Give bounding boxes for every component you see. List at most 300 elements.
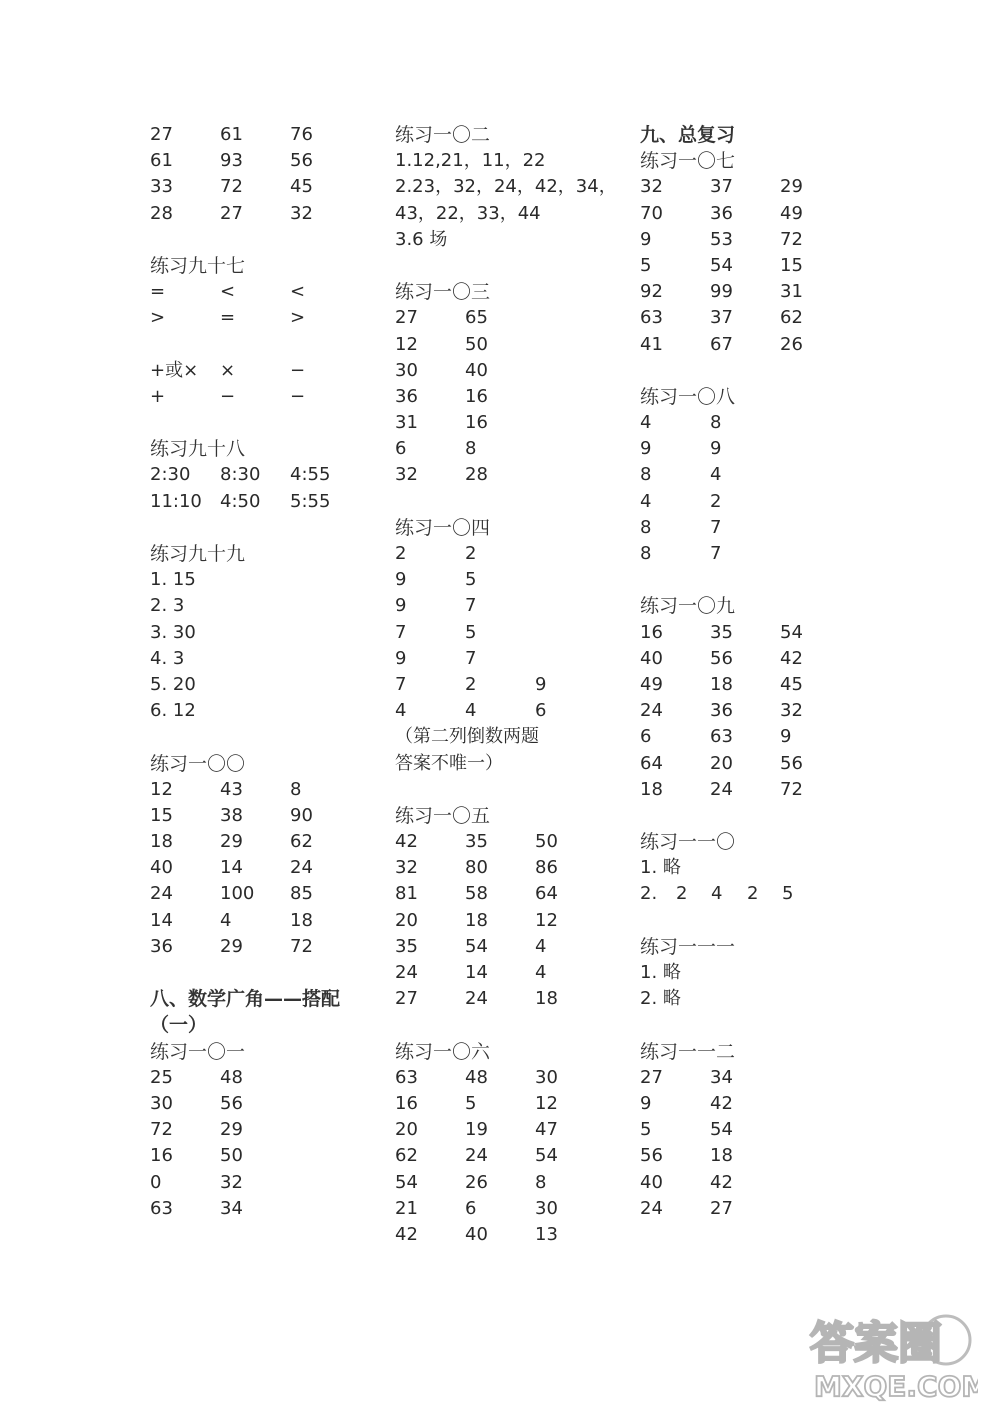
answer-cell: 42 (395, 831, 418, 853)
answer-cell: 32 (220, 1171, 243, 1193)
exercise-title: 练习一一一 (640, 935, 736, 958)
answer-cell: 5 (465, 621, 477, 643)
answer-row (640, 724, 870, 750)
answer-cell: 15 (150, 804, 173, 826)
answer-cell: 28 (465, 464, 488, 486)
answer-row (150, 174, 380, 200)
answer-cell: 2. (640, 883, 658, 905)
exercise-112 (640, 1039, 870, 1222)
answer-row (150, 777, 380, 803)
answer-cell: 14 (220, 857, 243, 879)
answer-row (640, 174, 870, 200)
exercise-97 (150, 253, 380, 410)
answer-cell: 45 (780, 673, 803, 695)
answer-cell: 56 (710, 647, 733, 669)
answer-cell: 18 (465, 909, 488, 931)
answer-cell: 54 (710, 1119, 733, 1141)
answer-cell: 40 (640, 647, 663, 669)
answer-cell: 47 (535, 1119, 558, 1141)
exercise-109 (640, 593, 870, 803)
answer-item: 6. 12 (150, 700, 196, 722)
answer-cell: 37 (710, 307, 733, 329)
answer-row (395, 855, 625, 881)
answer-row (395, 1222, 625, 1248)
answer-row (640, 1170, 870, 1196)
answer-cell: 18 (150, 831, 173, 853)
answer-row (395, 829, 625, 855)
answer-cell: 41 (640, 333, 663, 355)
answer-cell: 4 (220, 909, 232, 931)
answer-row (395, 986, 625, 1012)
exercise-title: 练习一一〇 (640, 831, 736, 854)
answer-cell: 25 (150, 1066, 173, 1088)
answer-cell: 32 (780, 700, 803, 722)
answer-cell: 19 (465, 1119, 488, 1141)
exercise-title: 练习九十八 (150, 438, 246, 461)
answer-cell: 40 (150, 857, 173, 879)
answer-cell: 37 (710, 176, 733, 198)
answer-row (150, 829, 380, 855)
exercise-title: 练习一〇九 (640, 595, 736, 618)
answer-cell: = (220, 307, 236, 329)
answer-cell: 9 (395, 595, 407, 617)
answer-cell: 4 (465, 700, 477, 722)
answer-cell: 13 (535, 1223, 558, 1245)
answer-cell: 24 (465, 1145, 488, 1167)
answer-cell: 5:55 (290, 490, 331, 512)
answer-cell: 11:10 (150, 490, 202, 512)
unit-heading: 八、数学广角——搭配 (150, 988, 341, 1011)
answer-cell: 61 (220, 124, 243, 145)
answer-cell: 53 (710, 228, 733, 250)
answer-cell: 27 (395, 988, 418, 1010)
watermark-logo (808, 1308, 978, 1403)
answer-cell: 80 (465, 857, 488, 879)
answer-cell: 2 (395, 543, 407, 564)
answer-row (395, 567, 625, 593)
answer-cell: 16 (640, 621, 663, 643)
answer-cell: 24 (710, 778, 733, 800)
answer-cell: 24 (290, 857, 313, 879)
answer-cell: 8 (465, 438, 477, 460)
answer-cell: 9 (640, 438, 652, 460)
answer-cell: 7 (395, 621, 407, 643)
answer-cell: 24 (465, 988, 488, 1010)
answer-cell: 6 (640, 726, 652, 748)
answer-cell: 32 (640, 176, 663, 198)
answer-cell: 2 (710, 490, 722, 512)
answer-cell: 56 (220, 1092, 243, 1114)
answer-cell: 24 (640, 700, 663, 722)
answer-cell: 42 (710, 1171, 733, 1193)
answer-cell: 20 (395, 1119, 418, 1141)
answer-line: 3.6 场 (395, 228, 448, 250)
answer-cell: 5 (465, 569, 477, 591)
answer-cell: 26 (465, 1171, 488, 1193)
answer-row (395, 698, 625, 724)
answer-row (150, 934, 380, 960)
answer-cell: 29 (220, 935, 243, 957)
answer-row (395, 305, 625, 331)
answer-cell: 29 (220, 831, 243, 853)
answer-cell: − (220, 385, 236, 407)
answer-row (395, 881, 625, 907)
answer-cell: 4:50 (220, 490, 261, 512)
answer-cell: 63 (395, 1066, 418, 1088)
answer-cell: 30 (535, 1066, 558, 1088)
exercise-99 (150, 541, 380, 724)
answer-cell: 50 (535, 831, 558, 853)
answer-cell: 5 (640, 254, 652, 276)
answer-cell: 21 (395, 1197, 418, 1219)
answer-cell: 9 (640, 228, 652, 250)
answer-cell: 4 (710, 464, 722, 486)
answer-cell: 18 (710, 673, 733, 695)
answer-cell: 14 (465, 962, 488, 983)
answer-row (395, 1170, 625, 1196)
answer-cell: 67 (710, 333, 733, 355)
answer-cell: 12 (535, 909, 558, 931)
answer-cell: 8 (640, 543, 652, 564)
unit-8-heading (150, 986, 380, 1038)
exercise-title: 练习九十七 (150, 254, 246, 277)
answer-cell: 99 (710, 281, 733, 303)
answer-row (395, 410, 625, 436)
answer-cell: 27 (395, 307, 418, 329)
answer-cell: 31 (780, 281, 803, 303)
exercise-title: 练习一〇七 (640, 150, 736, 173)
answer-cell: 72 (780, 228, 803, 250)
answer-cell: 42 (710, 1092, 733, 1114)
answer-cell: 7 (465, 595, 477, 617)
answer-item: 5. 20 (150, 673, 196, 695)
answer-cell: 36 (710, 700, 733, 722)
answer-row (150, 358, 380, 384)
answer-row (640, 672, 870, 698)
answer-cell: 31 (395, 412, 418, 434)
answer-cell: 81 (395, 883, 418, 905)
exercise-title: 练习一〇五 (395, 804, 491, 827)
answer-cell: 12 (535, 1092, 558, 1114)
answer-row (150, 1091, 380, 1117)
exercise-title: 练习一一二 (640, 1040, 736, 1063)
answer-cell: − (290, 359, 306, 381)
answer-row (640, 332, 870, 358)
answer-cell: 90 (290, 804, 313, 826)
answer-cell: 2 (676, 883, 688, 905)
answer-row (395, 620, 625, 646)
answer-cell: 27 (150, 124, 173, 145)
answer-row (640, 541, 870, 567)
answer-row (640, 751, 870, 777)
answer-row (640, 462, 870, 488)
answer-cell: 2 (465, 673, 477, 695)
answer-cell: 40 (465, 1223, 488, 1245)
answer-cell: 93 (220, 150, 243, 172)
answer-cell: 70 (640, 202, 663, 224)
answer-cell: 65 (465, 307, 488, 329)
answer-row (640, 881, 870, 907)
answer-cell: 35 (465, 831, 488, 853)
answer-cell: 32 (290, 202, 313, 224)
answer-cell: 24 (395, 962, 418, 983)
answer-cell: 28 (150, 202, 173, 224)
answer-row (150, 1196, 380, 1222)
answer-cell: 2 (747, 883, 759, 905)
answer-cell: 5 (465, 1092, 477, 1114)
answer-cell: 9 (710, 438, 722, 460)
exercise-title: 练习一〇八 (640, 385, 736, 408)
answer-cell: 26 (780, 333, 803, 355)
answer-cell: 8 (535, 1171, 547, 1193)
answer-row (150, 855, 380, 881)
answer-cell: 8 (640, 464, 652, 486)
answer-row (640, 279, 870, 305)
answer-cell: 7 (710, 516, 722, 538)
answer-cell: 27 (640, 1066, 663, 1088)
answer-cell: 54 (535, 1145, 558, 1167)
answer-cell: 58 (465, 883, 488, 905)
answer-row (150, 1065, 380, 1091)
answer-cell: 14 (150, 909, 173, 931)
answer-cell: 2:30 (150, 464, 191, 486)
exercise-title: 练习一〇三 (395, 281, 491, 304)
answer-cell: 32 (395, 857, 418, 879)
answer-row (640, 1196, 870, 1222)
answer-cell: 48 (220, 1066, 243, 1088)
answer-cell: 30 (150, 1092, 173, 1114)
answer-note: 答案不唯一） (395, 752, 503, 774)
exercise-110 (640, 829, 870, 908)
answer-line: 1.12,21，11，22 (395, 150, 546, 172)
answer-row (150, 148, 380, 174)
answer-cell: 4 (640, 412, 652, 434)
answer-row (640, 436, 870, 462)
answer-line: 2.23，32，24，42，34， (395, 176, 617, 198)
answer-cell: 29 (780, 176, 803, 198)
answer-cell: 8 (640, 516, 652, 538)
answer-cell: 18 (640, 778, 663, 800)
answer-cell: 24 (640, 1197, 663, 1219)
answer-cell: 0 (150, 1171, 162, 1193)
exercise-107 (640, 148, 870, 358)
answer-row (395, 462, 625, 488)
answer-cell: 9 (395, 647, 407, 669)
watermark-logo-icon (808, 1308, 978, 1403)
answer-cell: 38 (220, 804, 243, 826)
answer-row (395, 384, 625, 410)
answer-cell: 48 (465, 1066, 488, 1088)
answer-cell: 4 (640, 490, 652, 512)
answer-cell: 5 (782, 883, 794, 905)
answer-cell: 8 (290, 778, 302, 800)
answer-cell: 64 (640, 752, 663, 774)
answer-cell: 9 (640, 1092, 652, 1114)
answer-cell: 62 (290, 831, 313, 853)
answer-cell: 63 (710, 726, 733, 748)
answer-row (640, 1065, 870, 1091)
answer-cell: 4 (395, 700, 407, 722)
answer-cell: 42 (780, 647, 803, 669)
answer-cell: 36 (710, 202, 733, 224)
answer-row (395, 1143, 625, 1169)
exercise-title: 练习一〇六 (395, 1040, 491, 1063)
answer-cell: 50 (220, 1145, 243, 1167)
answer-cell: 54 (395, 1171, 418, 1193)
answer-cell: 9 (395, 569, 407, 591)
answer-line: 1. 略 (640, 857, 681, 879)
answer-row (395, 541, 625, 567)
answer-cell: 2 (465, 543, 477, 564)
answer-row (640, 515, 870, 541)
answer-cell: 34 (710, 1066, 733, 1088)
answer-cell: 72 (780, 778, 803, 800)
exercise-100 (150, 751, 380, 961)
answer-row (395, 332, 625, 358)
answer-cell: 49 (780, 202, 803, 224)
answer-cell: 12 (395, 333, 418, 355)
exercise-106 (395, 1039, 625, 1249)
answer-row (395, 1065, 625, 1091)
answer-row (150, 881, 380, 907)
answer-cell: 12 (150, 778, 173, 800)
answer-note: （第二列倒数两题 (395, 726, 539, 748)
answer-row (395, 1091, 625, 1117)
answer-cell: 72 (220, 176, 243, 198)
exercise-101 (150, 1039, 380, 1222)
answer-cell: 27 (220, 202, 243, 224)
answer-row (150, 305, 380, 331)
answer-row (640, 1143, 870, 1169)
answer-row (640, 201, 870, 227)
answer-cell: < (290, 281, 306, 303)
answer-column-2 (395, 122, 625, 1248)
answer-row (640, 227, 870, 253)
answer-cell: 4:55 (290, 464, 331, 486)
answer-cell: 35 (395, 935, 418, 957)
answer-item: 2. 3 (150, 595, 185, 617)
answer-row (640, 777, 870, 803)
exercise-103 (395, 279, 625, 489)
answer-cell: 6 (465, 1197, 477, 1219)
unit-heading-sub: （一） (150, 1014, 208, 1037)
answer-row (640, 1091, 870, 1117)
answer-cell: 16 (465, 385, 488, 407)
answer-cell: 54 (710, 254, 733, 276)
answer-row (395, 1117, 625, 1143)
answer-cell: 42 (395, 1223, 418, 1245)
answer-row (150, 803, 380, 829)
answer-cell: 40 (465, 359, 488, 381)
answer-line: 1. 略 (640, 962, 681, 983)
answer-column-3 (640, 122, 870, 1222)
answer-cell: 6 (535, 700, 547, 722)
exercise-title: 练习一〇四 (395, 516, 491, 539)
answer-cell: 7 (465, 647, 477, 669)
answer-row (150, 462, 380, 488)
answer-row (395, 934, 625, 960)
answer-row (395, 960, 625, 986)
exercise-111 (640, 934, 870, 1013)
answer-cell: 36 (150, 935, 173, 957)
answer-row (395, 672, 625, 698)
answer-cell: > (150, 307, 166, 329)
answer-cell: 18 (710, 1145, 733, 1167)
answer-cell: 72 (150, 1119, 173, 1141)
answer-cell: + (150, 385, 166, 407)
answer-row (640, 698, 870, 724)
answer-cell: 33 (150, 176, 173, 198)
answer-row (640, 646, 870, 672)
answer-cell: 4 (535, 935, 547, 957)
answer-cell: 18 (290, 909, 313, 931)
answer-cell: 62 (395, 1145, 418, 1167)
answer-cell: = (150, 281, 166, 303)
answer-cell: 6 (395, 438, 407, 460)
exercise-title: 练习九十九 (150, 543, 246, 565)
answer-row (640, 1117, 870, 1143)
watermark-url-text: MXQE.COM (814, 1370, 978, 1403)
answer-cell: 35 (710, 621, 733, 643)
answer-row (640, 410, 870, 436)
answer-cell: 50 (465, 333, 488, 355)
answer-cell: 5 (640, 1119, 652, 1141)
answer-cell: 100 (220, 883, 255, 905)
answer-row (640, 489, 870, 515)
answer-row (640, 620, 870, 646)
answer-cell: 30 (395, 359, 418, 381)
answer-cell: 62 (780, 307, 803, 329)
answer-cell: +或× (150, 359, 199, 381)
answer-cell: 9 (535, 673, 547, 695)
answer-row (395, 436, 625, 462)
answer-line: 43，22，33，44 (395, 202, 541, 224)
answer-cell: 85 (290, 883, 313, 905)
answer-cell: − (290, 385, 306, 407)
answer-cell: 20 (395, 909, 418, 931)
answer-item: 3. 30 (150, 621, 196, 643)
answer-cell: 27 (710, 1197, 733, 1219)
exercise-title: 练习一〇二 (395, 124, 491, 146)
answer-cell: 30 (535, 1197, 558, 1219)
answer-cell: 4 (711, 883, 723, 905)
answer-row (150, 122, 380, 148)
answer-row (150, 1117, 380, 1143)
exercise-title: 练习一〇一 (150, 1040, 246, 1063)
answer-row (395, 908, 625, 934)
answer-cell: 61 (150, 150, 173, 172)
answer-cell: 9 (780, 726, 792, 748)
answer-cell: 43 (220, 778, 243, 800)
answer-cell: 7 (395, 673, 407, 695)
answer-cell: 56 (290, 150, 313, 172)
answer-row (150, 279, 380, 305)
answer-cell: 56 (640, 1145, 663, 1167)
answer-cell: 72 (290, 935, 313, 957)
answer-cell: 54 (780, 621, 803, 643)
answer-row (395, 646, 625, 672)
block-a (150, 122, 380, 227)
answer-cell: 63 (150, 1197, 173, 1219)
answer-cell: 34 (220, 1197, 243, 1219)
answer-cell: 40 (640, 1171, 663, 1193)
answer-cell: 32 (395, 464, 418, 486)
unit-heading: 九、总复习 (640, 124, 736, 146)
answer-cell: 49 (640, 673, 663, 695)
answer-row (395, 358, 625, 384)
answer-row (150, 1143, 380, 1169)
answer-row (150, 384, 380, 410)
